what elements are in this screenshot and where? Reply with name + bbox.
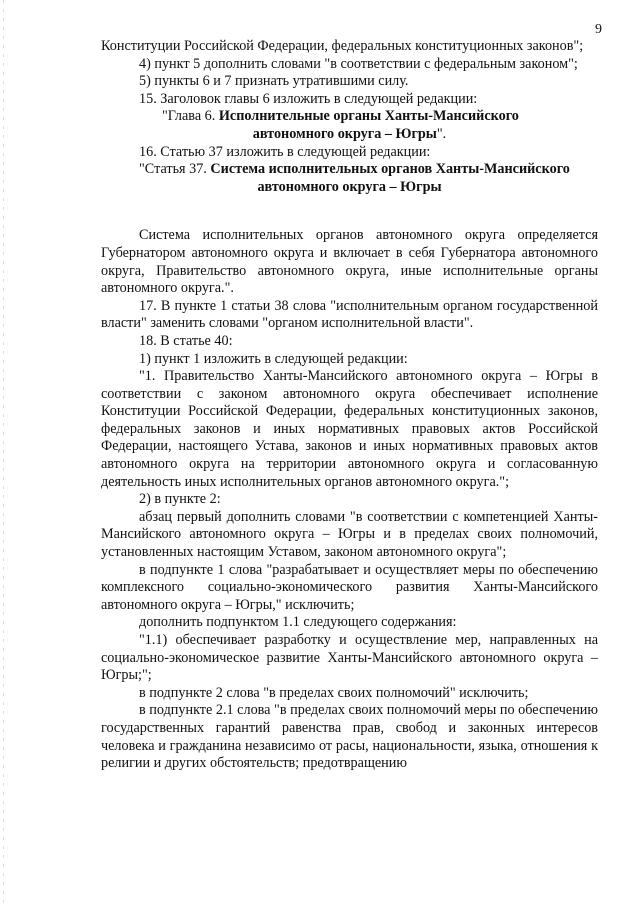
article-heading-prefix: "Статья 37. <box>139 161 211 178</box>
paragraph: "1. Правительство Ханты-Мансийского автономного округа – Югры в соответствии с законом автономного округа обеспечивает исполнение Конституции Российской Федерации, федеральных конституционных законов, федеральных законов и иных нормативных правовых актов Российской Федерации, настоящего Устава, законов и иных нормативных правовых актов автономного округа на территории автономного округа и согласованную деятельность иных исполнительных органов автономного округа."; <box>101 368 598 490</box>
paragraph: 15. Заголовок главы 6 изложить в следующей редакции: <box>139 90 478 107</box>
paragraph: в подпункте 2 слова "в пределах своих полномочий" исключить; <box>139 684 529 701</box>
chapter-heading <box>101 108 598 143</box>
article-heading <box>101 161 598 196</box>
paragraph: в подпункте 1 слова "разрабатывает и осуществляет меры по обеспечению комплексного социально-экономического развития Ханты-Мансийского автономного округа – Югры," исключить; <box>101 561 598 613</box>
paragraph: 1) пункт 1 изложить в следующей редакции: <box>139 350 408 367</box>
paragraph: Система исполнительных органов автономного округа определяется Губернатором автономного округа и включает в себя Губернатора автономного округа, Правительство автономного округа, иные исполнительные органы автономного округа.". <box>101 227 598 297</box>
paragraph: в подпункте 2.1 слова "в пределах своих полномочий меры по обеспечению государственных гарантий равенства прав, свобод и законных интересов человека и гражданина независимо от расы, национальности, языка, отношения к религии и других обстоятельств; предотвращению <box>101 702 598 772</box>
paragraph: 2) в пункте 2: <box>139 491 221 508</box>
paragraph: Конституции Российской Федерации, федеральных конституционных законов"; <box>101 38 584 54</box>
scan-edge-artifact <box>3 0 4 905</box>
paragraph: 17. В пункте 1 статьи 38 слова "исполнительным органом государственной власти" заменить словами "органом исполнительной власти". <box>101 297 598 332</box>
paragraph: 16. Статью 37 изложить в следующей редакции: <box>139 143 431 160</box>
article-heading-title-line1: Система исполнительных органов Ханты-Мансийского <box>210 161 570 178</box>
page-number: 9 <box>595 22 602 37</box>
paragraph: "1.1) обеспечивает разработку и осуществление мер, направленных на социально-экономическое развитие Ханты-Мансийского автономного округа – Югры;"; <box>101 632 598 684</box>
spacer <box>101 196 598 227</box>
chapter-heading-title-line2: автономного округа – Югры <box>252 125 437 142</box>
paragraph: абзац первый дополнить словами "в соответствии с компетенцией Ханты-Мансийского автономного округа – Югры и в пределах своих полномочий, установленных настоящим Уставом, законом автономного округа"; <box>101 508 598 561</box>
chapter-heading-suffix: ". <box>436 125 447 142</box>
paragraph: 18. В статье 40: <box>139 332 233 349</box>
document-body <box>101 38 598 773</box>
chapter-heading-prefix: "Глава 6. <box>162 108 219 125</box>
paragraph: 4) пункт 5 дополнить словами "в соответствии с федеральным законом"; <box>139 55 578 72</box>
article-heading-title-line2: автономного округа – Югры <box>257 178 442 195</box>
paragraph: 5) пункты 6 и 7 признать утратившими силу. <box>139 73 409 90</box>
paragraph: дополнить подпунктом 1.1 следующего содержания: <box>139 614 457 631</box>
chapter-heading-title-line1: Исполнительные органы Ханты-Мансийского <box>218 108 519 125</box>
